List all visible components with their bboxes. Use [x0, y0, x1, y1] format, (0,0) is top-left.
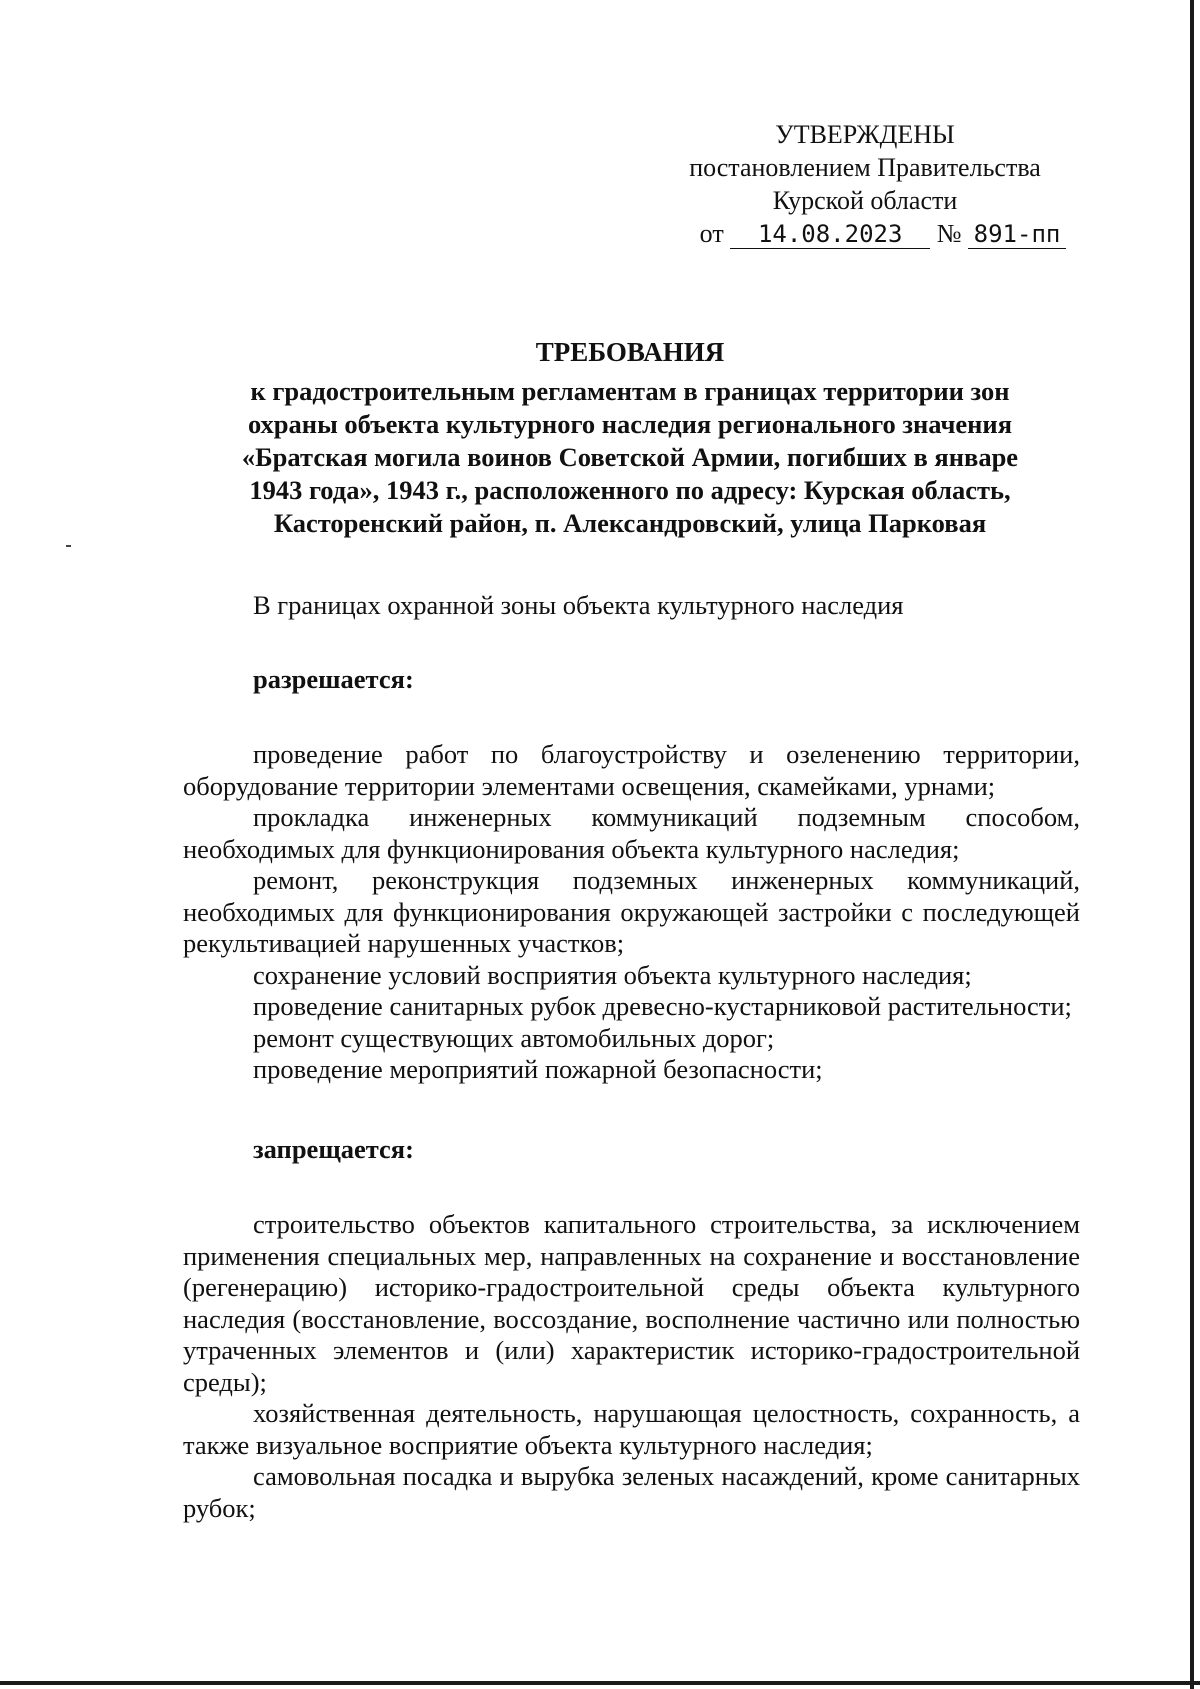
forbidden-item: самовольная посадка и вырубка зеленых насаждений, кроме санитарных рубок;: [183, 1461, 1080, 1523]
title-line: «Братская могила воинов Советской Армии, погибших в январе: [241, 442, 1019, 472]
approval-heading: УТВЕРЖДЕНЫ: [775, 120, 955, 149]
allowed-item: сохранение условий восприятия объекта культурного наследия;: [253, 959, 972, 990]
page-edge-right: [1190, 0, 1194, 1689]
decree-date: 14.08.2023: [730, 220, 930, 249]
forbidden-item: хозяйственная деятельность, нарушающая целостность, сохранность, а также визуальное восприятие объекта культурного наследия;: [183, 1398, 1080, 1460]
approval-region: Курской области: [772, 186, 958, 215]
allowed-item: ремонт существующих автомобильных дорог;: [253, 1022, 775, 1053]
approval-date-number: [660, 217, 1070, 250]
allowed-item: прокладка инженерных коммуникаций подземным способом, необходимых для функционирования объекта культурного наследия;: [183, 802, 1080, 864]
approval-decree: постановлением Правительства: [689, 153, 1041, 182]
document-title: [180, 336, 1080, 540]
forbidden-item: строительство объектов капитального строительства, за исключением применения специальных мер, направленных на сохранение и восстановление (регенерацию) историко-градостроительной среды объекта культурного наследия (восстановление, воссоздание, восполнение частично или полностью утраченных элементов и (или) характеристик историко-градостроительной среды);: [183, 1209, 1080, 1397]
title-line: к градостроительным регламентам в границах территории зон: [250, 376, 1010, 406]
title-line: охраны объекта культурного наследия регионального значения: [247, 409, 1013, 439]
allowed-item: проведение мероприятий пожарной безопасности;: [253, 1054, 823, 1084]
approval-block: [660, 118, 1070, 250]
allowed-item: ремонт, реконструкция подземных инженерных коммуникаций, необходимых для функционирования окружающей застройки с последующей рекультивацией нарушенных участков;: [183, 865, 1080, 958]
forbidden-heading: запрещается:: [253, 1133, 414, 1164]
allowed-item: проведение санитарных рубок древесно-кустарниковой растительности;: [253, 991, 1072, 1021]
number-label: №: [936, 219, 962, 248]
title-line: 1943 года», 1943 г., расположенного по адресу: Курская область,: [249, 475, 1011, 505]
page-edge-bottom: [0, 1681, 1200, 1685]
from-label: от: [699, 219, 724, 248]
decree-number: 891-пп: [968, 220, 1066, 249]
intro-paragraph: В границах охранной зоны объекта культурного наследия: [253, 590, 904, 620]
title-line: Касторенский район, п. Александровский, улица Парковая: [273, 508, 987, 538]
title-main: ТРЕБОВАНИЯ: [535, 337, 725, 367]
allowed-heading: разрешается:: [253, 663, 414, 694]
scan-speck: [66, 545, 71, 547]
document-body: [183, 590, 1080, 1524]
allowed-item: проведение работ по благоустройству и озеленению территории, оборудование территории элементами освещения, скамейками, урнами;: [183, 739, 1080, 801]
